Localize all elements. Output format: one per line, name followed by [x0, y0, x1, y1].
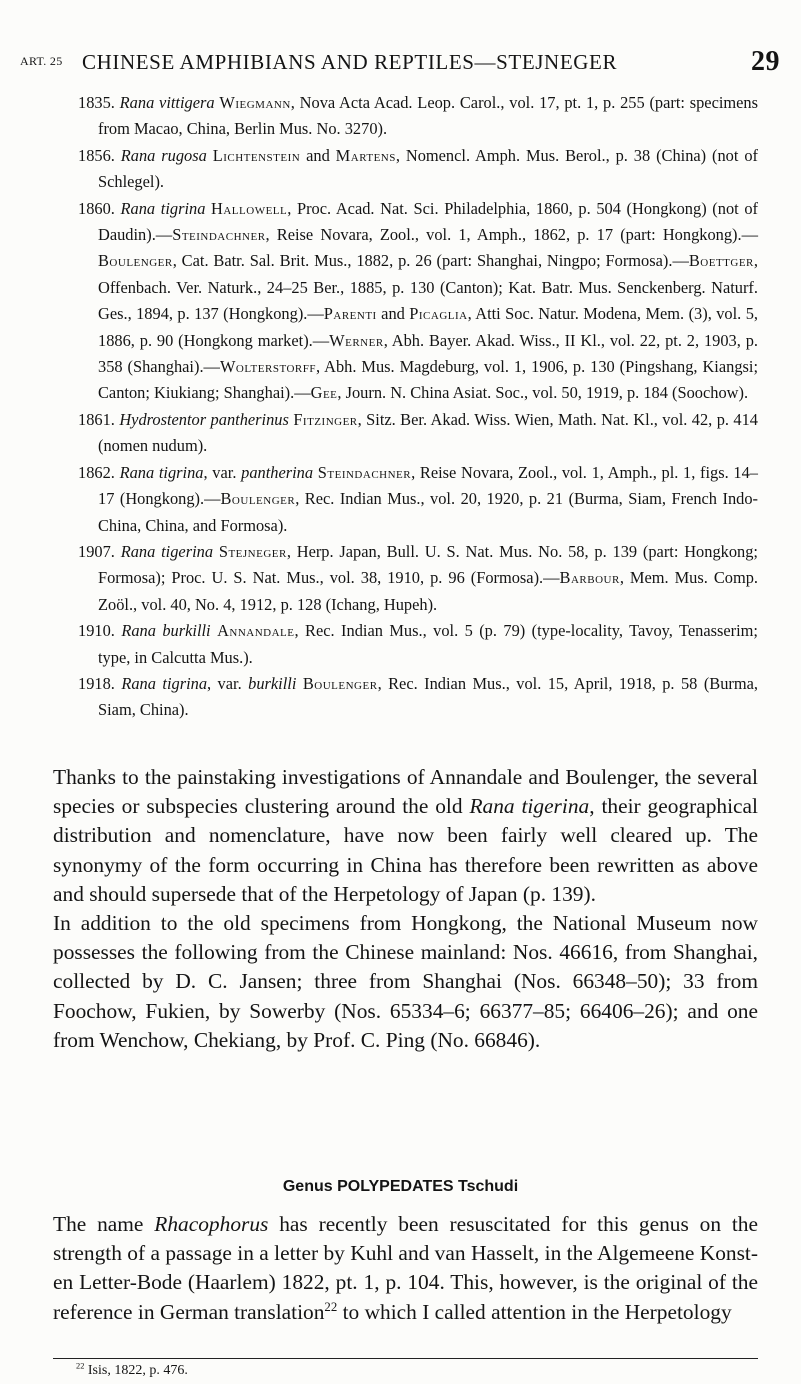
- footnote: $^{22}$ Isis, 1822, p. 476.: [76, 1361, 188, 1378]
- paragraph: In addition to the old specimens from Hongkong, the National Museum now possesses the following from the Chinese mainland: Nos. 46616, from Shanghai, collected by D. C. Jansen; three from Shanghai (Nos. 66348–50); 33 from Foochow, Fukien, by Sowerby (Nos. 65334–6; 66377–85; 66406–26); and one from Wenchow, Chekiang, by Prof. C. Ping (No. 66846).: [53, 911, 758, 1052]
- body-paragraphs: [53, 763, 758, 1055]
- paragraph: The name Rhacophorus has recently been resuscitated for this genus on the strength of a passage in a letter by Kuhl and van Hasselt, in the Algemeene Konst- en Letter-Bode (Haarlem) 1822, pt. 1, p. 104. This, however, is the original of the reference in German translation$^{22}$ to which I called attention in the Herpetology: [53, 1212, 758, 1324]
- genus-heading: Genus POLYPEDATES Tschudi: [282, 1178, 519, 1195]
- synonymy-entry: 1862. Rana tigrina, var. pantherina Steindachner, Reise Novara, Zool., vol. 1, Amph., pl. 1, figs. 14–17 (Hongkong).—Boulenger, Rec. Indian Mus., vol. 20, 1920, p. 21 (Burma, Siam, French Indo-China, China, and Formosa).: [78, 462, 759, 535]
- synonymy-entry: 1910. Rana burkilli Annandale, Rec. Indian Mus., vol. 5 (p. 79) (type-locality, Tavoy, Tenasserim; type, in Calcutta Mus.).: [78, 621, 758, 667]
- article-number: ART. 25: [20, 54, 63, 68]
- synonymy-entry: 1856. Rana rugosa Lichtenstein and Martens, Nomencl. Amph. Mus. Berol., p. 38 (China) (not of Schlegel).: [78, 145, 758, 192]
- body-paragraph-genus: [53, 1210, 758, 1327]
- running-head: [20, 46, 780, 84]
- synonymy-entry: 1907. Rana tigerina Stejneger, Herp. Japan, Bull. U. S. Nat. Mus. No. 58, p. 139 (part: Hongkong; Formosa); Proc. U. S. Nat. Mus., vol. 38, 1910, p. 96 (Formosa).—Barbour, Mem. Mus. Comp. Zoöl., vol. 40, No. 4, 1912, p. 128 (Ichang, Hupeh).: [78, 541, 758, 614]
- synonymy-list: [78, 90, 758, 724]
- paragraph: Thanks to the painstaking investigations of Annandale and Boulenger, the several species or subspecies clustering around the old Rana tigerina, their geographical distribution and nomenclature, have now been fairly well cleared up. The synonymy of the form occurring in China has therefore been rewritten as above and should supersede that of the Herpetology of Japan (p. 139).: [53, 765, 758, 906]
- synonymy-entry: 1860. Rana tigrina Hallowell, Proc. Acad. Nat. Sci. Philadelphia, 1860, p. 504 (Hongkong) (not of Daudin).—Steindachner, Reise Novara, Zool., vol. 1, Amph., 1862, p. 17 (part: Hongkong).—Boulenger, Cat. Batr. Sal. Brit. Mus., 1882, p. 26 (part: Shanghai, Ningpo; Formosa).—Boettger, Offenbach. Ver. Naturk., 24–25 Ber., 1885, p. 130 (Canton); Kat. Batr. Mus. Senckenberg. Naturf. Ges., 1894, p. 137 (Hongkong).—Parenti and Picaglia, Atti Soc. Natur. Modena, Mem. (3), vol. 5, 1886, p. 90 (Hongkong market).—Werner, Abh. Bayer. Akad. Wiss., II Kl., vol. 22, pt. 2, 1903, p. 358 (Shanghai).—Wolterstorff, Abh. Mus. Magdeburg, vol. 1, 1906, p. 130 (Pingshang, Kiangsi; Canton; Kiukiang; Shanghai).—Gee, Journ. N. China Asiat. Soc., vol. 50, 1919, p. 184 (Soochow).: [78, 198, 758, 403]
- synonymy-entry: 1861. Hydrostentor pantherinus Fitzinger, Sitz. Ber. Akad. Wiss. Wien, Math. Nat. Kl., vol. 42, p. 414 (nomen nudum).: [78, 409, 758, 456]
- synonymy-entry: 1835. Rana vittigera Wiegmann, Nova Acta Acad. Leop. Carol., vol. 17, pt. 1, p. 255 (part: specimens from Macao, China, Berlin Mus. No. 3270).: [78, 93, 758, 139]
- footnote-rule: [53, 1358, 758, 1359]
- page-number: 29: [751, 46, 780, 77]
- synonymy-entry: 1918. Rana tigrina, var. burkilli Boulenger, Rec. Indian Mus., vol. 15, April, 1918, p. 58 (Burma, Siam, China).: [78, 673, 758, 720]
- running-title: CHINESE AMPHIBIANS AND REPTILES—STEJNEGER: [82, 50, 618, 74]
